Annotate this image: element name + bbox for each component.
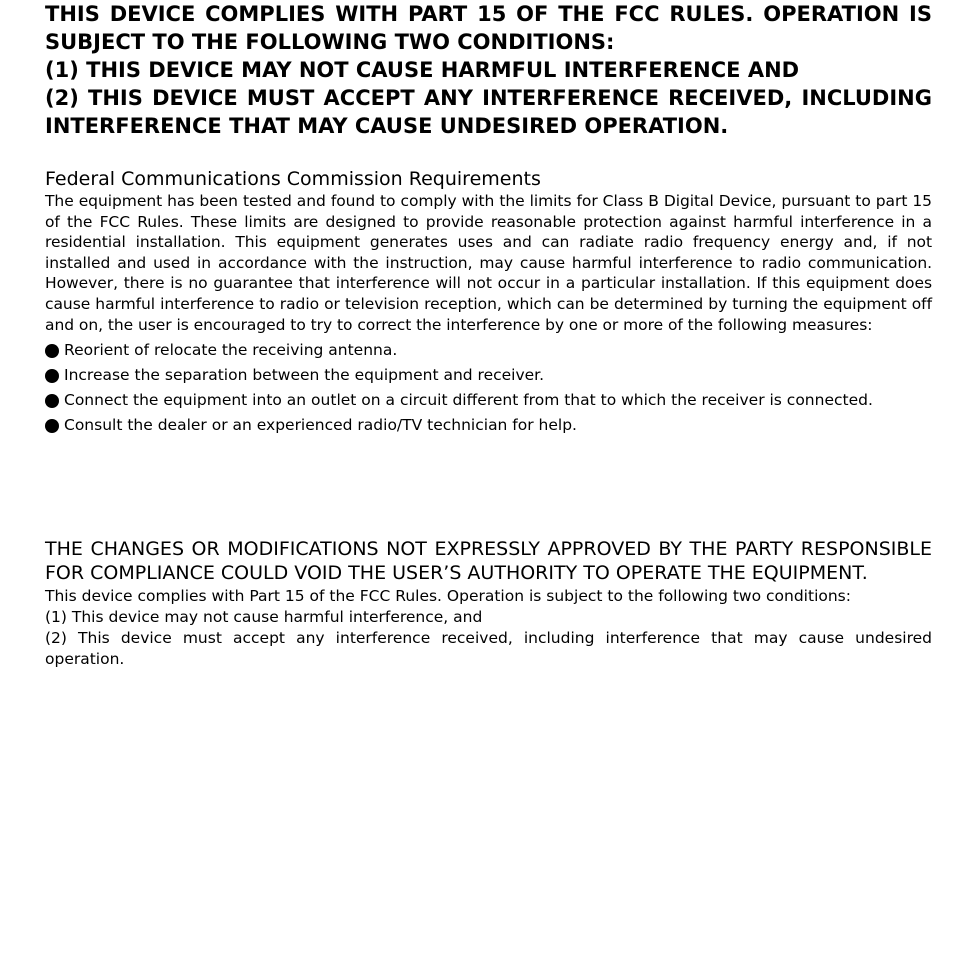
compliance-condition-1: (1) This device may not cause harmful interference, and [45, 607, 483, 626]
heading-line-3: (2) THIS DEVICE MUST ACCEPT ANY INTERFERENCE RECEIVED, INCLUDING INTERFERENCE THAT MAY CAUSE UNDESIRED OPERATION. [45, 86, 932, 138]
changes-modifications-notice: THE CHANGES OR MODIFICATIONS NOT EXPRESSLY APPROVED BY THE PARTY RESPONSIBLE FOR COMPLIANCE COULD VOID THE USER’S AUTHORITY TO OPERATE THE EQUIPMENT. [45, 538, 932, 585]
measure-text: Consult the dealer or an experienced radio/TV technician for help. [64, 416, 577, 435]
section-title-fcc-requirements: Federal Communications Commission Requirements [45, 168, 541, 190]
bullet-icon [45, 394, 59, 408]
measure-text: Reorient of relocate the receiving antenna. [64, 341, 398, 360]
measure-text: Connect the equipment into an outlet on a circuit different from that to which the receiver is connected. [64, 391, 873, 410]
heading-line-1: THIS DEVICE COMPLIES WITH PART 15 OF THE FCC RULES. OPERATION IS SUBJECT TO THE FOLLOWING TWO CONDITIONS: [45, 2, 932, 54]
fcc-notice-page [45, 0, 932, 669]
bullet-icon [45, 369, 59, 383]
compliance-condition-2: (2) This device must accept any interference received, including interference that may cause undesired operation. [45, 628, 932, 668]
heading-line-2: (1) THIS DEVICE MAY NOT CAUSE HARMFUL INTERFERENCE AND [45, 58, 800, 82]
bullet-icon [45, 419, 59, 433]
measure-text: Increase the separation between the equipment and receiver. [64, 366, 545, 385]
list-item [45, 413, 932, 438]
fcc-compliance-heading [45, 0, 932, 140]
list-item [45, 338, 932, 363]
bullet-icon [45, 344, 59, 358]
measures-list [45, 338, 932, 438]
list-item [45, 363, 932, 388]
fcc-requirements-body: The equipment has been tested and found to comply with the limits for Class B Digital Device, pursuant to part 15 of the FCC Rules. These limits are designed to provide reasonable protection against harmful interference in a residential installation. This equipment generates uses and can radiate radio frequency energy and, if not installed and used in accordance with the instruction, may cause harmful interference to radio communication. However, there is no guarantee that interference will not occur in a particular installation. If this equipment does cause harmful interference to radio or television reception, which can be determined by turning the equipment off and on, the user is encouraged to try to correct the interference by one or more of the following measures: [45, 192, 932, 334]
compliance-intro: This device complies with Part 15 of the FCC Rules. Operation is subject to the following two conditions: [45, 587, 851, 606]
list-item [45, 388, 932, 413]
